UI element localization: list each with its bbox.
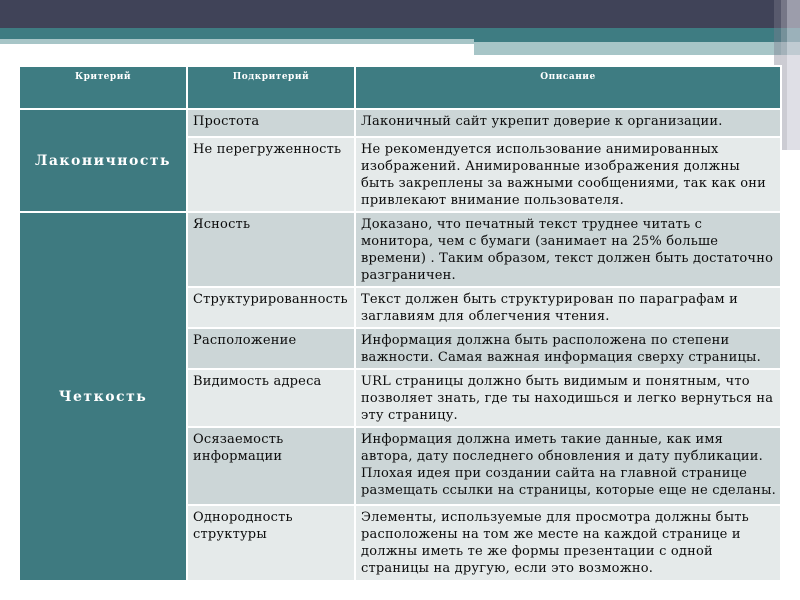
subcriterion-cell: Осязаемость информации (187, 427, 355, 505)
table-header-row (19, 66, 781, 109)
teal-band (0, 28, 800, 39)
description-cell: Текст должен быть структурирован по параграфам и заглавиям для облегчения чтения. (355, 287, 781, 328)
column-header-description: Описание (355, 66, 781, 109)
subcriterion-cell: Расположение (187, 328, 355, 369)
light-teal-band-step (474, 42, 800, 55)
top-bar (0, 0, 800, 28)
description-cell: Не рекомендуется использование анимированных изображений. Анимированные изображения должны быть закреплены за важными сообщениями, так как они привлекают внимание пользователя. (355, 137, 781, 212)
column-header-criterion: Критерий (19, 66, 187, 109)
criterion-cell: Четкость (19, 212, 187, 581)
light-teal-band (0, 39, 474, 44)
description-cell: URL страницы должно быть видимым и понятным, что позволяет знать, где ты находишься и легко вернуться на эту страницу. (355, 369, 781, 427)
criteria-table (18, 65, 782, 582)
subcriterion-cell: Однородность структуры (187, 505, 355, 581)
decor-stripe (787, 0, 800, 150)
description-cell: Лаконичный сайт укрепит доверие к организации. (355, 109, 781, 137)
subcriterion-cell: Не перегруженность (187, 137, 355, 212)
table-row (19, 109, 781, 137)
subcriterion-cell: Ясность (187, 212, 355, 287)
subcriterion-cell: Видимость адреса (187, 369, 355, 427)
description-cell: Информация должна иметь такие данные, как имя автора, дату последнего обновления и дату публикации. Плохая идея при создании сайта на главной странице размещать ссылки на страницы, которые еще не сделаны. (355, 427, 781, 505)
table-row (19, 212, 781, 287)
description-cell: Элементы, используемые для просмотра должны быть расположены на том же месте на каждой странице и должны иметь те же формы презентации с одной страницы на другую, если это возможно. (355, 505, 781, 581)
criterion-cell: Лаконичность (19, 109, 187, 212)
column-header-subcriterion: Подкритерий (187, 66, 355, 109)
subcriterion-cell: Структурированность (187, 287, 355, 328)
description-cell: Доказано, что печатный текст труднее читать с монитора, чем с бумаги (занимает на 25% больше времени) . Таким образом, текст должен быть достаточно разграничен. (355, 212, 781, 287)
table-body (19, 109, 781, 581)
subcriterion-cell: Простота (187, 109, 355, 137)
description-cell: Информация должна быть расположена по степени важности. Самая важная информация сверху страницы. (355, 328, 781, 369)
